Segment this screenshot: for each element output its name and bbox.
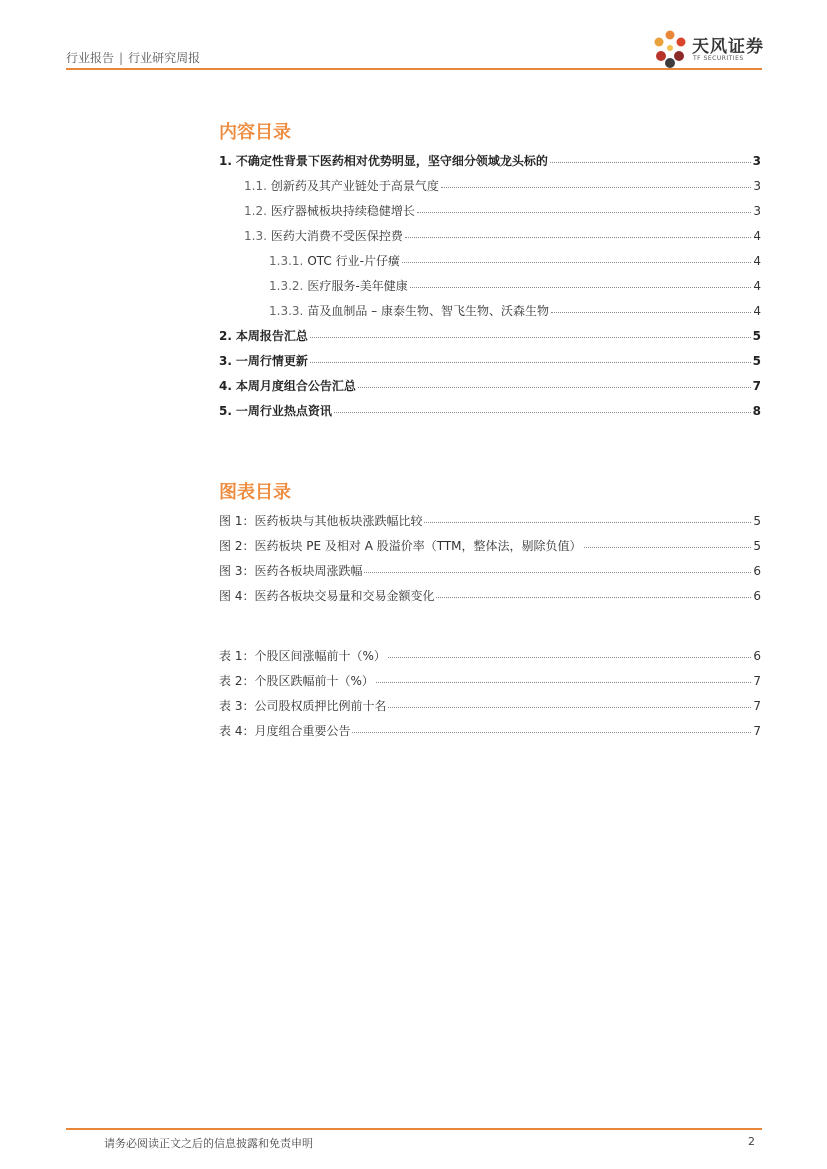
figure-entry-page: 5 (753, 539, 761, 553)
leader-dots (310, 327, 751, 338)
toc-item-number: 1.2. (244, 204, 267, 218)
figure-list-title: 图表目录 (219, 482, 291, 503)
toc-item-text: 医疗器械板块持续稳健增长 (270, 204, 415, 218)
toc-item-text: 本周报告汇总 (235, 329, 308, 343)
toc-item-page: 7 (752, 379, 761, 393)
leader-dots (405, 227, 751, 238)
toc-item-1-3-2[interactable] (269, 278, 761, 294)
table-entry[interactable] (219, 723, 761, 739)
toc-item-page: 4 (753, 279, 761, 293)
figure-entry-text: 图 1：医药板块与其他板块涨跌幅比较 (219, 514, 423, 528)
toc-item-text: 创新药及其产业链处于高景气度 (270, 179, 439, 193)
toc-item-text: 一周行业热点资讯 (235, 404, 332, 418)
page-number: 2 (748, 1135, 755, 1148)
toc-item-number: 2. (219, 329, 232, 343)
toc-item-2[interactable] (219, 328, 761, 344)
table-entry-text: 表 1：个股区间涨幅前十（%） (219, 649, 386, 663)
toc-item-page: 3 (752, 154, 761, 168)
toc-item-page: 5 (752, 329, 761, 343)
toc-item-page: 4 (753, 254, 761, 268)
toc-item-page: 4 (753, 229, 761, 243)
footer-divider (66, 1128, 762, 1130)
toc-item-text: 苗及血制品 – 康泰生物、智飞生物、沃森生物 (307, 304, 549, 318)
report-category (66, 49, 200, 66)
table-entry-text: 表 4：月度组合重要公告 (219, 724, 351, 738)
toc-item-text: 医疗服务-美年健康 (307, 279, 408, 293)
toc-item-page: 4 (753, 304, 761, 318)
table-entry-page: 7 (753, 674, 761, 688)
toc-item-text: 一周行情更新 (235, 354, 308, 368)
report-type: 行业报告 (66, 51, 115, 65)
table-entry[interactable] (219, 673, 761, 689)
figure-entry-text: 图 4：医药各板块交易量和交易金额变化 (219, 589, 435, 603)
leader-dots (584, 537, 752, 548)
toc-item-1-3-3[interactable] (269, 303, 761, 319)
toc-item-page: 5 (752, 354, 761, 368)
toc-item-page: 3 (753, 179, 761, 193)
leader-dots (550, 152, 751, 163)
toc-item-1-3-1[interactable] (269, 253, 761, 269)
logo-name-en: TF SECURITIES (693, 55, 744, 62)
leader-dots (551, 302, 751, 313)
toc-item-text: 本周月度组合公告汇总 (235, 379, 356, 393)
figure-entry-page: 6 (753, 564, 761, 578)
toc-item-text: OTC 行业-片仔癀 (307, 254, 400, 268)
logo-flower-icon (652, 30, 688, 70)
figure-entry-page: 5 (753, 514, 761, 528)
leader-dots (352, 722, 751, 733)
table-entry[interactable] (219, 698, 761, 714)
leader-dots (417, 202, 751, 213)
leader-dots (376, 672, 752, 683)
toc-item-page: 8 (752, 404, 761, 418)
toc-item-number: 1.1. (244, 179, 267, 193)
table-entry-text: 表 2：个股区跌幅前十（%） (219, 674, 374, 688)
toc-title: 内容目录 (219, 122, 291, 143)
leader-dots (436, 587, 751, 598)
leader-dots (388, 697, 751, 708)
toc-item-number: 4. (219, 379, 232, 393)
figure-entry-page: 6 (753, 589, 761, 603)
toc-item-1-1[interactable] (244, 178, 761, 194)
toc-item-number: 1. (219, 154, 232, 168)
figure-entry-text: 图 2：医药板块 PE 及相对 A 股溢价率（TTM，整体法，剔除负值） (219, 539, 582, 553)
leader-dots (424, 512, 751, 523)
toc-item-3[interactable] (219, 353, 761, 369)
toc-item-number: 1.3.3. (269, 304, 304, 318)
leader-dots (310, 352, 751, 363)
toc-item-1-2[interactable] (244, 203, 761, 219)
company-logo (652, 30, 772, 70)
toc-item-1-3[interactable] (244, 228, 761, 244)
figure-entry-text: 图 3：医药各板块周涨跌幅 (219, 564, 363, 578)
table-entry-page: 6 (753, 649, 761, 663)
toc-item-number: 1.3.1. (269, 254, 304, 268)
figure-entry[interactable] (219, 538, 761, 554)
leader-dots (364, 562, 751, 573)
table-entry-page: 7 (753, 724, 761, 738)
toc-item-text: 不确定性背景下医药相对优势明显，坚守细分领域龙头标的 (235, 154, 548, 168)
logo-name-cn: 天风证券 (692, 37, 764, 57)
toc-item-number: 1.3. (244, 229, 267, 243)
toc-item-number: 3. (219, 354, 232, 368)
toc-item-number: 1.3.2. (269, 279, 304, 293)
toc-item-4[interactable] (219, 378, 761, 394)
toc-item-number: 5. (219, 404, 232, 418)
table-entry[interactable] (219, 648, 761, 664)
leader-dots (410, 277, 752, 288)
leader-dots (334, 402, 751, 413)
figure-entry[interactable] (219, 513, 761, 529)
toc-item-text: 医药大消费不受医保控费 (270, 229, 403, 243)
toc-item-5[interactable] (219, 403, 761, 419)
leader-dots (402, 252, 751, 263)
toc-item-1[interactable] (219, 153, 761, 169)
leader-dots (388, 647, 752, 658)
leader-dots (441, 177, 751, 188)
table-entry-page: 7 (753, 699, 761, 713)
leader-dots (358, 377, 751, 388)
disclaimer-note: 请务必阅读正文之后的信息披露和免责申明 (104, 1137, 313, 1150)
report-subtype: 行业研究周报 (128, 51, 201, 65)
header-separator: | (119, 51, 124, 65)
toc-item-page: 3 (753, 204, 761, 218)
table-entry-text: 表 3：公司股权质押比例前十名 (219, 699, 387, 713)
header-divider (66, 68, 762, 70)
figure-entry[interactable] (219, 588, 761, 604)
figure-entry[interactable] (219, 563, 761, 579)
